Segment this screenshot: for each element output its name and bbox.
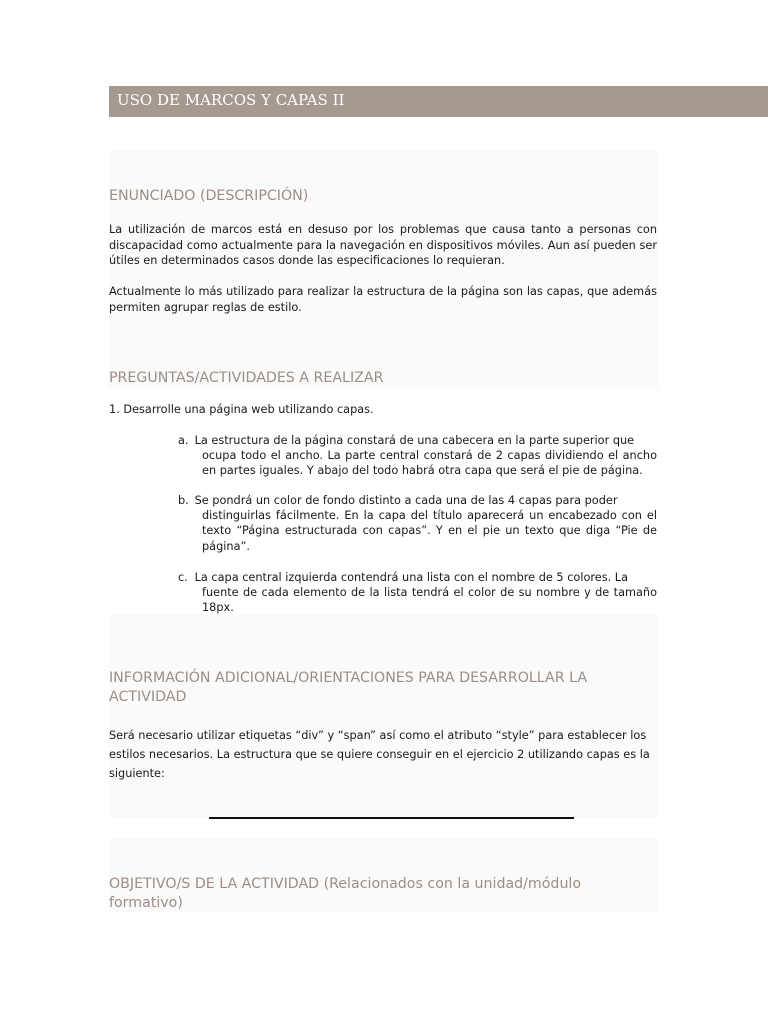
- enunciado-paragraph-1: La utilización de marcos está en desuso por los problemas que causa tanto a personas con discapacidad como actualmente para la navegación en dispositivos móviles. Aun así pueden ser útiles en determinados casos donde las especificaciones lo requieran.: [109, 223, 657, 267]
- section-heading-enunciado: ENUNCIADO (DESCRIPCIÓN): [109, 188, 309, 204]
- subitem-text-continued: fuente de cada elemento de la lista tendrá el color de su nombre y de tamaño 18px.: [202, 586, 657, 615]
- subitem-text-continued: distinguirlas fácilmente. En la capa del título aparecerá un encabezado con el texto “Página estructurada con capas”. Y en el pie un texto que diga “Pie de página”.: [202, 509, 657, 553]
- additional-info-panel: [109, 614, 658, 818]
- section-heading-objetivos: OBJETIVO/S DE LA ACTIVIDAD (Relacionados con la unidad/módulo formativo): [109, 876, 582, 911]
- informacion-paragraph: Será necesario utilizar etiquetas “div” y “span” así como el atributo “style” para establecer los estilos necesarios. La estructura que se quiere conseguir en el ejercicio 2 utilizando capas es la siguiente:: [109, 729, 650, 780]
- subitem-text-continued: ocupa todo el ancho. La parte central constará de 2 capas dividiendo el ancho en partes iguales. Y abajo del todo habrá otra capa que será el pie de página.: [202, 449, 657, 478]
- enunciado-paragraph-2: Actualmente lo más utilizado para realizar la estructura de la página son las capas, que además permiten agrupar reglas de estilo.: [109, 285, 657, 314]
- section-heading-preguntas: PREGUNTAS/ACTIVIDADES A REALIZAR: [109, 370, 384, 386]
- subitem-a: [178, 433, 657, 479]
- subitem-marker: c.: [178, 571, 188, 584]
- horizontal-rule: [209, 817, 574, 819]
- section-heading-informacion: INFORMACIÓN ADICIONAL/ORIENTACIONES PARA DESARROLLAR LA ACTIVIDAD: [109, 670, 588, 705]
- subitem-text: La capa central izquierda contendrá una lista con el nombre de 5 colores. La: [194, 571, 629, 584]
- subitem-text: La estructura de la página constará de una cabecera en la parte superior que: [194, 434, 635, 447]
- question-item-1: 1. Desarrolle una página web utilizando capas.: [109, 403, 374, 416]
- subitem-marker: a.: [178, 434, 189, 447]
- document-title: USO DE MARCOS Y CAPAS II: [109, 86, 768, 117]
- description-panel: [109, 150, 658, 388]
- subitem-marker: b.: [178, 494, 189, 507]
- subitem-b: [178, 493, 657, 554]
- subitem-text: Se pondrá un color de fondo distinto a cada una de las 4 capas para poder: [194, 494, 618, 507]
- subitem-c: [178, 570, 657, 616]
